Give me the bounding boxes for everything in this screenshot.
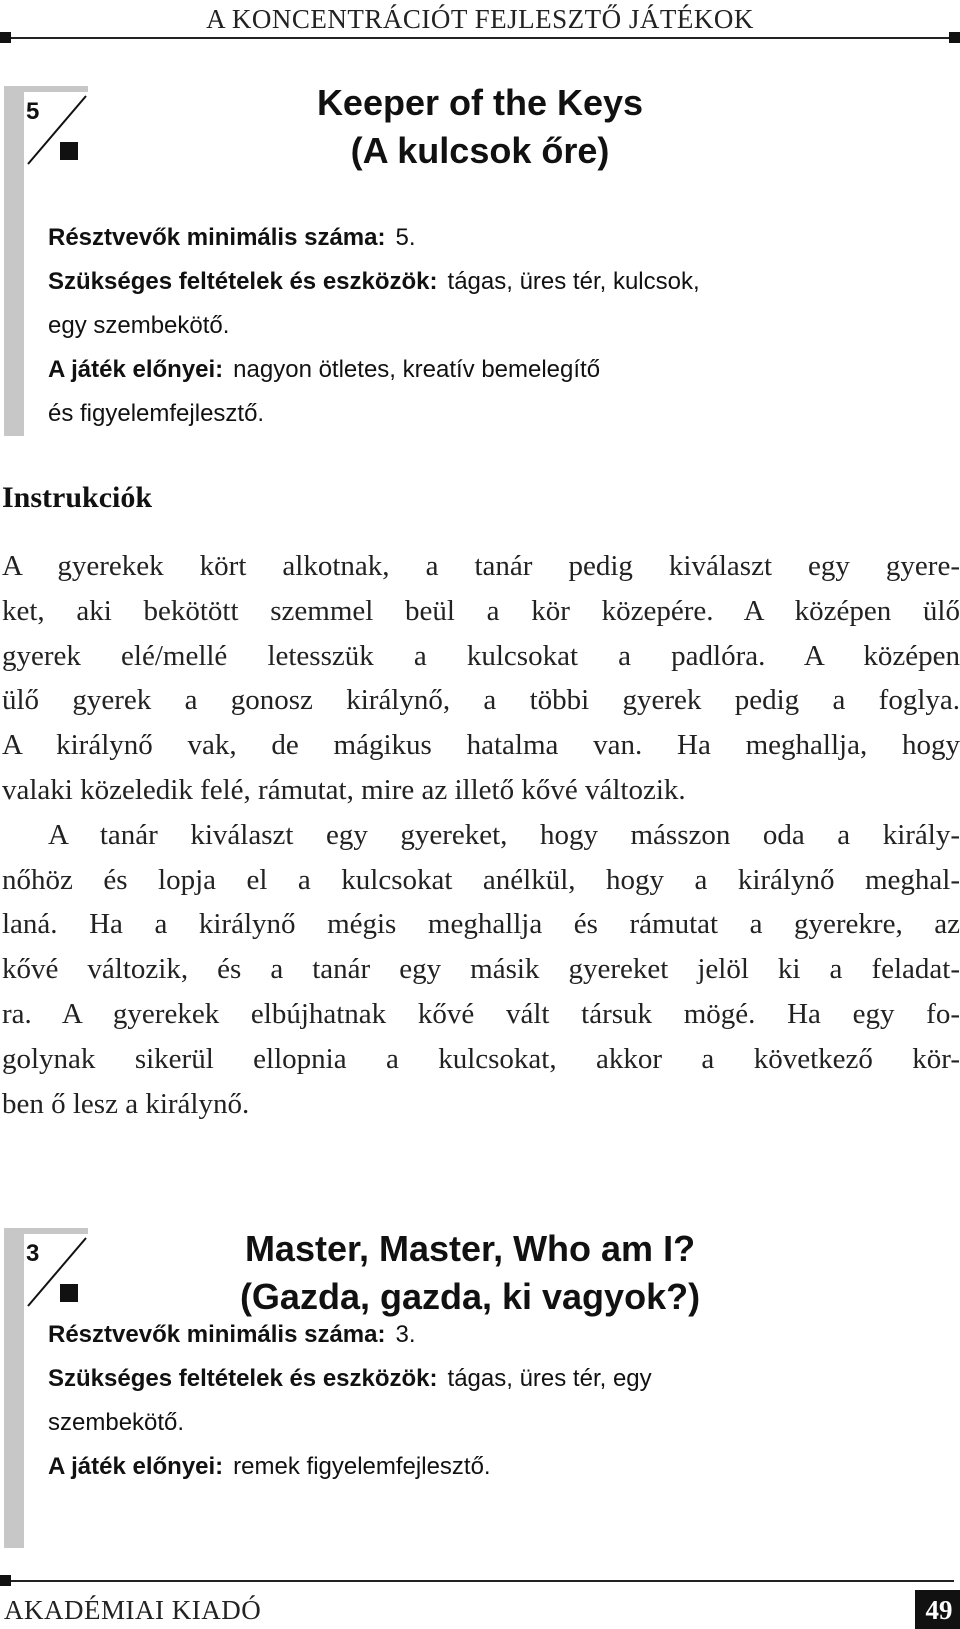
min-participants-label: Résztvevők minimális száma: <box>48 224 386 251</box>
instruction-line: gyerek elé/mellé letesszük a kulcsokat a padlóra. A középen <box>2 639 960 672</box>
running-title: A KONCENTRÁCIÓT FEJLESZTŐ JÁTÉKOK <box>206 4 754 34</box>
benefits-row <box>48 348 928 392</box>
game-title <box>190 1225 750 1321</box>
instruction-line: ülő gyerek a gonosz királynő, a többi gyerek pedig a foglya. <box>2 684 960 717</box>
page-footer <box>0 1580 960 1629</box>
requirements-label: Szükséges feltételek és eszközök: <box>48 268 438 295</box>
game-title-line1: Keeper of the Keys <box>316 82 644 123</box>
instruction-line: ben ő lesz a királynő. <box>2 1087 250 1120</box>
footer-left-square <box>0 1575 11 1586</box>
game-title-line2: (A kulcsok őre) <box>350 130 610 171</box>
badge-number: 5 <box>26 98 40 125</box>
badge-number: 3 <box>26 1240 40 1267</box>
min-participants-value: 5. <box>395 224 416 251</box>
instruction-line: ra. A gyerekek elbújhatnak kővé vált társuk mögé. Ha egy fo- <box>2 997 960 1030</box>
badge-square-icon <box>60 1284 78 1302</box>
instructions-heading: Instrukciók <box>2 481 153 514</box>
benefits-label: A játék előnyei: <box>48 1453 224 1480</box>
requirements-value: tágas, üres tér, egy <box>447 1365 652 1392</box>
game-badge <box>4 1228 88 1312</box>
benefits-value: remek figyelemfejlesztő. <box>233 1453 491 1480</box>
instructions-body <box>2 544 960 1126</box>
game-info <box>48 216 928 436</box>
instruction-line: ket, aki bekötött szemmel beül a kör közepére. A középen ülő <box>2 594 960 627</box>
game-info <box>48 1313 928 1489</box>
benefits-row <box>48 1445 928 1489</box>
requirements-row-continued: egy szembekötő. <box>48 312 230 339</box>
game-title-line2: (Gazda, gazda, ki vagyok?) <box>239 1276 701 1317</box>
benefits-row-continued: és figyelemfejlesztő. <box>48 400 265 427</box>
instruction-line: A gyerekek kört alkotnak, a tanár pedig kiválaszt egy gyere- <box>2 550 960 582</box>
header-rule <box>8 37 954 39</box>
running-header <box>0 0 960 42</box>
requirements-label: Szükséges feltételek és eszközök: <box>48 1365 438 1392</box>
requirements-row <box>48 1357 928 1401</box>
game-badge <box>4 86 88 170</box>
requirements-row <box>48 260 928 304</box>
requirements-value: tágas, üres tér, kulcsok, <box>447 268 700 295</box>
instruction-line: laná. Ha a királynő mégis meghallja és rámutat a gyerekre, az <box>2 908 960 941</box>
badge-square-icon <box>60 142 78 160</box>
header-right-square <box>949 32 960 43</box>
header-left-square <box>0 32 11 43</box>
instruction-line: A tanár kiválaszt egy gyereket, hogy másszon oda a király- <box>48 818 960 851</box>
min-participants-label: Résztvevők minimális száma: <box>48 1321 386 1348</box>
instruction-line: A királynő vak, de mágikus hatalma van. Ha meghallja, hogy <box>2 729 960 762</box>
game-title-line1: Master, Master, Who am I? <box>244 1228 696 1269</box>
page-number: 49 <box>925 1595 953 1625</box>
instruction-line: kővé változik, és a tanár egy másik gyereket jelöl ki a feladat- <box>2 953 960 986</box>
instruction-line: golynak sikerül ellopnia a kulcsokat, akkor a következő kör- <box>2 1042 960 1075</box>
publisher-name: AKADÉMIAI KIADÓ <box>4 1595 262 1625</box>
min-participants-row <box>48 1313 928 1357</box>
game-title <box>220 79 740 175</box>
footer-rule <box>8 1580 954 1582</box>
min-participants-row <box>48 216 928 260</box>
benefits-value: nagyon ötletes, kreatív bemelegítő <box>233 356 601 383</box>
instruction-line: valaki közeledik felé, rámutat, mire az illető kővé változik. <box>2 773 686 806</box>
requirements-row-continued: szembekötő. <box>48 1409 185 1436</box>
benefits-label: A játék előnyei: <box>48 356 224 383</box>
min-participants-value: 3. <box>395 1321 416 1348</box>
instruction-line: nőhöz és lopja el a kulcsokat anélkül, hogy a királynő meghal- <box>2 863 960 896</box>
